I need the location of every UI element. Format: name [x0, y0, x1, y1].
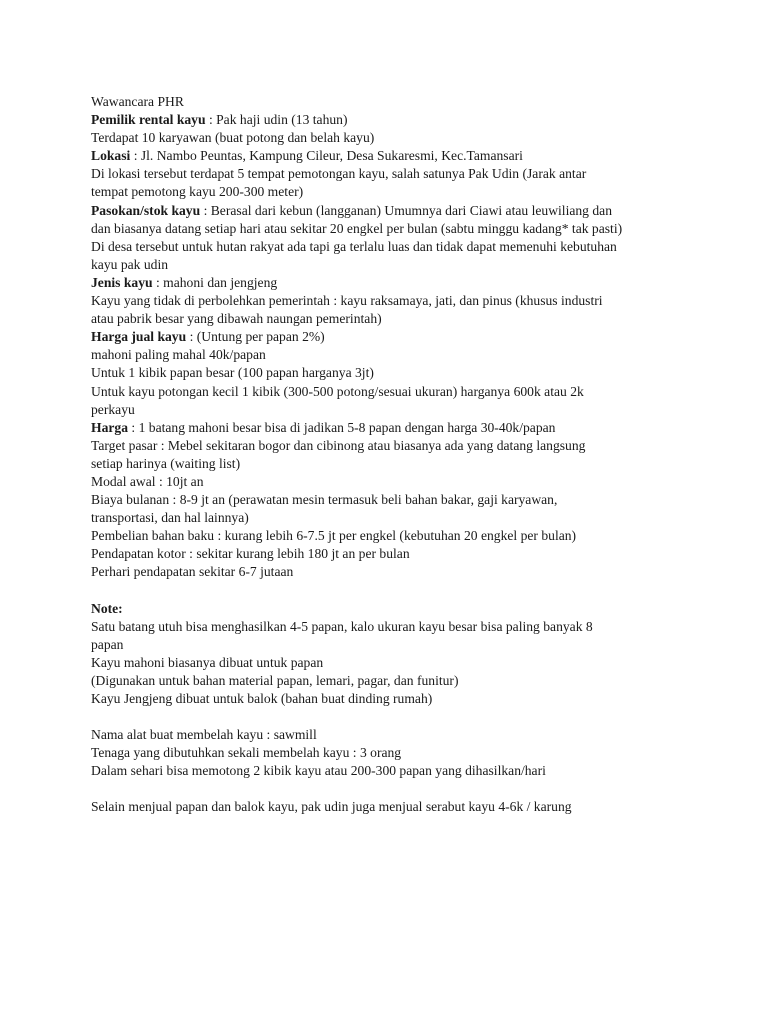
location-line	[91, 147, 768, 165]
supply-text: : Berasal dari kebun (langganan) Umumnya dari Ciawi atau leuwiliang dan	[200, 202, 613, 218]
wood-type-label: Jenis kayu	[91, 274, 153, 290]
location-detail-line-1: Di lokasi tersebut terdapat 5 tempat pemotongan kayu, salah satunya Pak Udin (Jarak antar	[91, 166, 587, 182]
price-line-3: Untuk kayu potongan kecil 1 kibik (300-500 potong/sesuai ukuran) harganya 600k atau 2k	[91, 383, 584, 399]
owner-text: : Pak haji udin (13 tahun)	[205, 112, 348, 128]
price-log-label: Harga	[91, 419, 128, 435]
price-log-line	[91, 419, 768, 437]
note-line-2: papan	[91, 636, 124, 652]
price-line-2: Untuk 1 kibik papan besar (100 papan harganya 3jt)	[91, 365, 374, 381]
note-line-4: (Digunakan untuk bahan material papan, lemari, pagar, dan funitur)	[91, 672, 459, 688]
prohibited-line-1: Kayu yang tidak di perbolehkan pemerintah : kayu raksamaya, jati, dan pinus (khusus industri	[91, 293, 603, 309]
document-title: Wawancara PHR	[91, 94, 184, 109]
forest-line-1: Di desa tersebut untuk hutan rakyat ada tapi ga terlalu luas dan tidak dapat memenuhi kebutuhan	[91, 238, 617, 254]
closing-line: Selain menjual papan dan balok kayu, pak udin juga menjual serabut kayu 4-6k / karung	[91, 799, 572, 815]
paragraph-gap	[91, 582, 768, 600]
note-line-3: Kayu mahoni biasanya dibuat untuk papan	[91, 654, 324, 670]
sale-price-text: : (Untung per papan 2%)	[186, 329, 325, 345]
location-text: : Jl. Nambo Peuntas, Kampung Cileur, Desa Sukaresmi, Kec.Tamansari	[130, 148, 523, 164]
location-detail-line-2: tempat pemotong kayu 200-300 meter)	[91, 184, 304, 200]
daily-income-line: Perhari pendapatan sekitar 6-7 jutaan	[91, 564, 294, 580]
wood-type-text: : mahoni dan jengjeng	[152, 274, 278, 290]
workers-line: Tenaga yang dibutuhkan sekali membelah kayu : 3 orang	[91, 745, 402, 761]
daily-output-line: Dalam sehari bisa memotong 2 kibik kayu atau 200-300 papan yang dihasilkan/hari	[91, 763, 546, 779]
note-line-1: Satu batang utuh bisa menghasilkan 4-5 papan, kalo ukuran kayu besar bisa paling banyak 8	[91, 618, 593, 634]
sale-price-label: Harga jual kayu	[91, 329, 187, 345]
target-market-line-1: Target pasar : Mebel sekitaran bogor dan cibinong atau biasanya ada yang datang langsung	[91, 437, 586, 453]
note-line-5: Kayu Jengjeng dibuat untuk balok (bahan buat dinding rumah)	[91, 691, 433, 706]
location-label: Lokasi	[91, 148, 131, 164]
prohibited-line-2: atau pabrik besar yang dibawah naungan pemerintah)	[91, 311, 382, 327]
target-market-line-2: setiap harinya (waiting list)	[91, 455, 241, 471]
owner-line	[91, 111, 768, 129]
initial-capital-line: Modal awal : 10jt an	[91, 473, 204, 489]
forest-line-2: kayu pak udin	[91, 256, 169, 272]
price-line-1: mahoni paling mahal 40k/papan	[91, 347, 266, 363]
supply-line-2: dan biasanya datang setiap hari atau sekitar 20 engkel per bulan (sabtu minggu kadang* tak pasti)	[91, 220, 623, 236]
owner-label: Pemilik rental kayu	[91, 112, 206, 128]
price-line-4: perkayu	[91, 401, 135, 417]
supply-line	[91, 202, 768, 220]
gross-income-line: Pendapatan kotor : sekitar kurang lebih 180 jt an per bulan	[91, 546, 410, 562]
price-log-text: : 1 batang mahoni besar bisa di jadikan 5-8 papan dengan harga 30-40k/papan	[128, 419, 556, 435]
monthly-cost-line-1: Biaya bulanan : 8-9 jt an (perawatan mesin termasuk beli bahan bakar, gaji karyawan,	[91, 492, 558, 508]
wood-type-line	[91, 274, 768, 292]
sawmill-line: Nama alat buat membelah kayu : sawmill	[91, 727, 317, 743]
paragraph-gap	[91, 708, 768, 726]
paragraph-gap	[91, 780, 768, 798]
raw-material-line: Pembelian bahan baku : kurang lebih 6-7.5 jt per engkel (kebutuhan 20 engkel per bulan)	[91, 528, 577, 544]
supply-label: Pasokan/stok kayu	[91, 202, 201, 218]
sale-price-line	[91, 328, 768, 346]
note-heading: Note:	[91, 600, 123, 616]
monthly-cost-line-2: transportasi, dan hal lainnya)	[91, 510, 249, 526]
employees-line: Terdapat 10 karyawan (buat potong dan belah kayu)	[91, 130, 375, 146]
